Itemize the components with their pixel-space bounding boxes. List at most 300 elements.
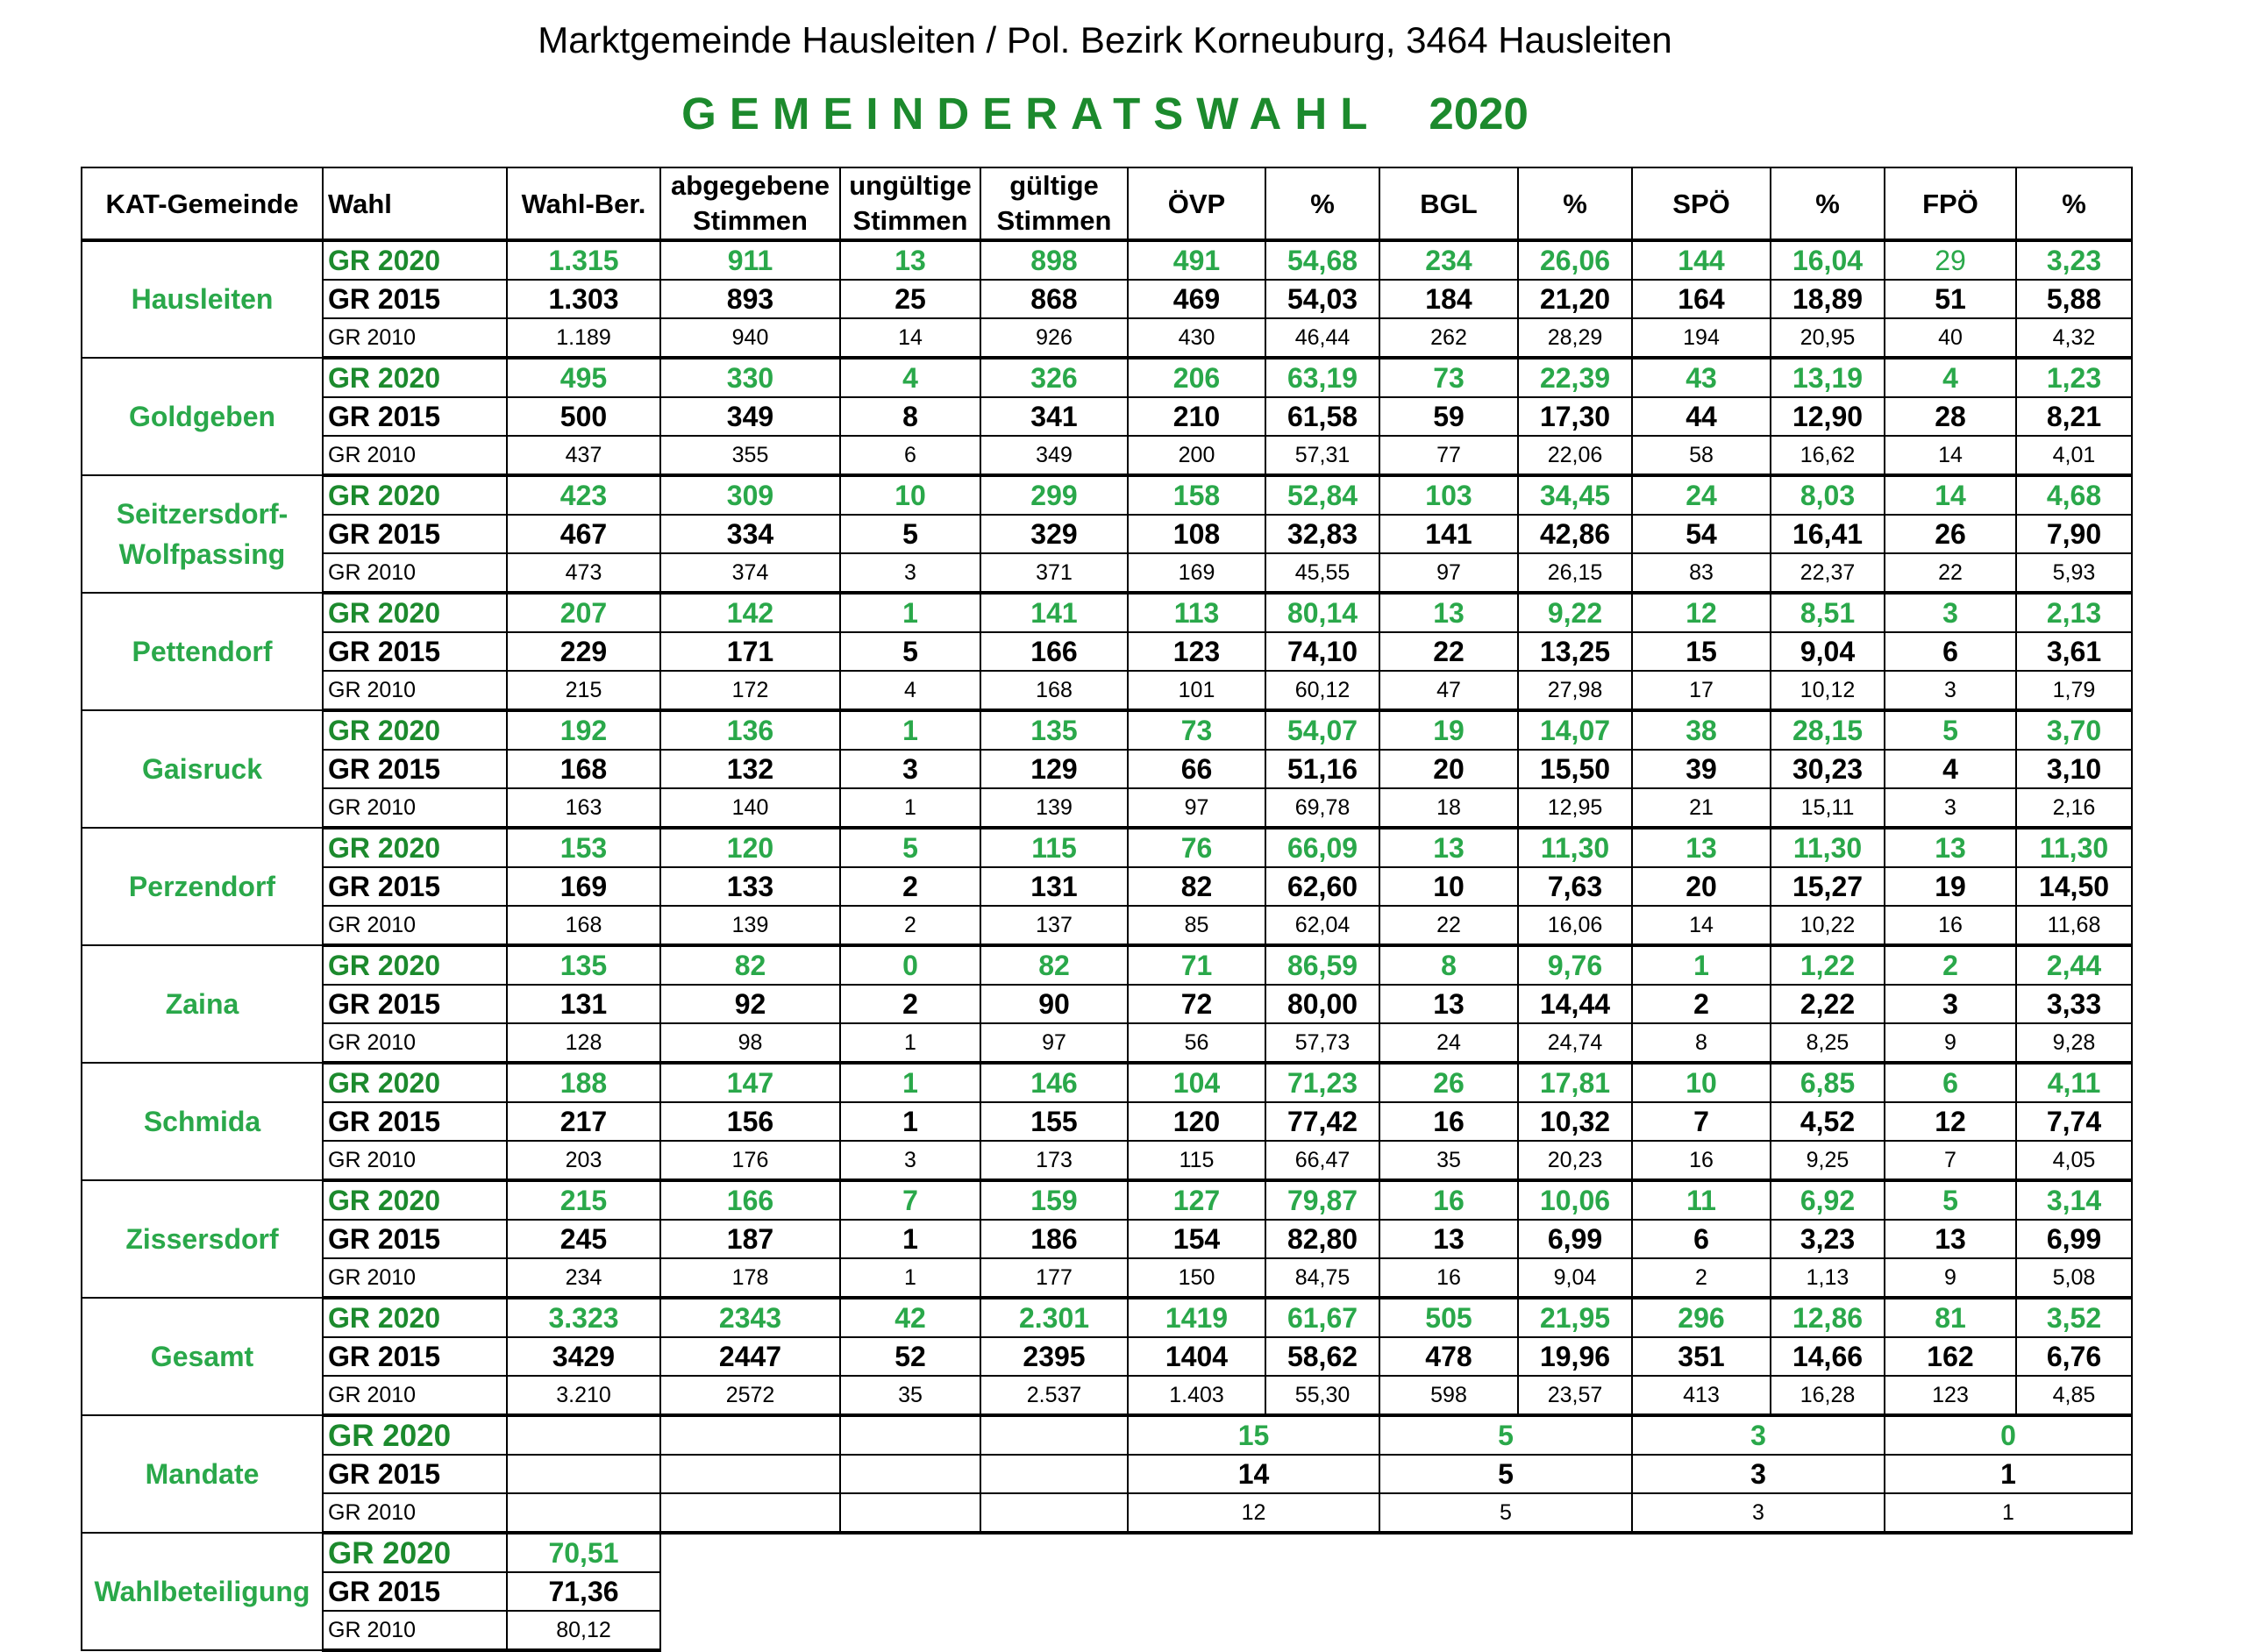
- cell-wahl-ber: 131: [507, 985, 660, 1023]
- results-table: [81, 167, 2133, 1652]
- cell-bgl: 13: [1379, 1220, 1518, 1258]
- cell-spoe: 296: [1632, 1298, 1771, 1337]
- cell-wahl-ber: 169: [507, 867, 660, 906]
- cell-fpoe: 4: [1885, 358, 2016, 397]
- cell-wahl-ber: 128: [507, 1023, 660, 1063]
- blank-area: [660, 1572, 2132, 1611]
- cell-oevp: 430: [1128, 318, 1265, 358]
- cell-oevp-pct: 46,44: [1265, 318, 1379, 358]
- cell-spoe: 10: [1632, 1063, 1771, 1102]
- cell-oevp: 469: [1128, 280, 1265, 318]
- cell-abgegebene: 120: [660, 828, 840, 867]
- cell-oevp: 1419: [1128, 1298, 1265, 1337]
- cell-fpoe-pct: 3,14: [2016, 1180, 2132, 1220]
- cell-spoe: 13: [1632, 828, 1771, 867]
- cell-fpoe-pct: 5,93: [2016, 553, 2132, 593]
- kat-gemeinde-name: Hausleiten: [82, 240, 323, 358]
- cell-gueltige: 97: [980, 1023, 1128, 1063]
- cell-fpoe: 81: [1885, 1298, 2016, 1337]
- cell-spoe: 2: [1632, 1258, 1771, 1298]
- table-row: [82, 788, 2132, 828]
- cell-spoe-pct: 12,90: [1771, 397, 1885, 436]
- cell-abgegebene: 176: [660, 1141, 840, 1180]
- cell-fpoe-pct: 6,99: [2016, 1220, 2132, 1258]
- empty-cell: [840, 1415, 980, 1455]
- cell-gueltige: 166: [980, 632, 1128, 671]
- cell-oevp-pct: 54,68: [1265, 240, 1379, 280]
- cell-oevp-pct: 32,83: [1265, 515, 1379, 553]
- cell-bgl-pct: 19,96: [1518, 1337, 1632, 1376]
- cell-oevp: 71: [1128, 945, 1265, 985]
- cell-bgl-pct: 16,06: [1518, 906, 1632, 945]
- cell-wahl: GR 2015: [323, 1455, 507, 1493]
- cell-wahl: GR 2010: [323, 788, 507, 828]
- table-row: [82, 280, 2132, 318]
- cell-oevp: 56: [1128, 1023, 1265, 1063]
- cell-gueltige: 135: [980, 710, 1128, 750]
- cell-oevp: 169: [1128, 553, 1265, 593]
- cell-gueltige: 90: [980, 985, 1128, 1023]
- cell-gueltige: 129: [980, 750, 1128, 788]
- cell-fpoe: 162: [1885, 1337, 2016, 1376]
- cell-spoe: 20: [1632, 867, 1771, 906]
- cell-fpoe-pct: 11,30: [2016, 828, 2132, 867]
- cell-fpoe-pct: 3,52: [2016, 1298, 2132, 1337]
- cell-abgegebene: 893: [660, 280, 840, 318]
- cell-abgegebene: 330: [660, 358, 840, 397]
- wahlbeteiligung-label: Wahlbeteiligung: [82, 1533, 323, 1650]
- empty-cell: [507, 1455, 660, 1493]
- cell-gueltige: 82: [980, 945, 1128, 985]
- cell-fpoe: 6: [1885, 632, 2016, 671]
- table-row: [82, 1533, 2132, 1572]
- cell-bgl: 22: [1379, 906, 1518, 945]
- cell-gueltige: 329: [980, 515, 1128, 553]
- cell-wahl: GR 2015: [323, 1337, 507, 1376]
- cell-bgl-pct: 15,50: [1518, 750, 1632, 788]
- cell-spoe: 144: [1632, 240, 1771, 280]
- wahlbeteiligung-value: 71,36: [507, 1572, 660, 1611]
- table-row: [82, 1376, 2132, 1415]
- table-row: [82, 985, 2132, 1023]
- cell-wahl-ber: 467: [507, 515, 660, 553]
- cell-oevp: 123: [1128, 632, 1265, 671]
- cell-wahl-ber: 500: [507, 397, 660, 436]
- cell-spoe-pct: 8,25: [1771, 1023, 1885, 1063]
- cell-gueltige: 115: [980, 828, 1128, 867]
- cell-spoe: 14: [1632, 906, 1771, 945]
- cell-abgegebene: 166: [660, 1180, 840, 1220]
- cell-ungueltige: 4: [840, 671, 980, 710]
- cell-abgegebene: 147: [660, 1063, 840, 1102]
- cell-oevp-pct: 74,10: [1265, 632, 1379, 671]
- cell-gueltige: 155: [980, 1102, 1128, 1141]
- cell-bgl: 16: [1379, 1258, 1518, 1298]
- empty-cell: [840, 1493, 980, 1533]
- cell-oevp-pct: 77,42: [1265, 1102, 1379, 1141]
- cell-ungueltige: 2: [840, 906, 980, 945]
- cell-oevp: 113: [1128, 593, 1265, 632]
- cell-wahl-ber: 495: [507, 358, 660, 397]
- cell-ungueltige: 5: [840, 515, 980, 553]
- mandate-bgl: 5: [1379, 1493, 1632, 1533]
- cell-fpoe: 2: [1885, 945, 2016, 985]
- cell-fpoe: 51: [1885, 280, 2016, 318]
- cell-oevp: 66: [1128, 750, 1265, 788]
- table-body: [82, 240, 2132, 1650]
- cell-wahl-ber: 168: [507, 750, 660, 788]
- cell-fpoe: 14: [1885, 475, 2016, 515]
- kat-gemeinde-name: Zaina: [82, 945, 323, 1063]
- cell-fpoe: 5: [1885, 1180, 2016, 1220]
- cell-ungueltige: 3: [840, 1141, 980, 1180]
- cell-spoe: 11: [1632, 1180, 1771, 1220]
- cell-fpoe: 3: [1885, 593, 2016, 632]
- table-row: [82, 1102, 2132, 1141]
- cell-oevp-pct: 62,60: [1265, 867, 1379, 906]
- cell-oevp-pct: 45,55: [1265, 553, 1379, 593]
- cell-gueltige: 186: [980, 1220, 1128, 1258]
- cell-wahl-ber: 423: [507, 475, 660, 515]
- cell-abgegebene: 140: [660, 788, 840, 828]
- cell-bgl: 47: [1379, 671, 1518, 710]
- cell-bgl-pct: 27,98: [1518, 671, 1632, 710]
- blank-area: [660, 1533, 2132, 1572]
- empty-cell: [980, 1415, 1128, 1455]
- cell-abgegebene: 136: [660, 710, 840, 750]
- kat-gemeinde-name: Pettendorf: [82, 593, 323, 710]
- cell-bgl: 8: [1379, 945, 1518, 985]
- cell-oevp-pct: 61,67: [1265, 1298, 1379, 1337]
- cell-fpoe-pct: 7,90: [2016, 515, 2132, 553]
- cell-abgegebene: 2572: [660, 1376, 840, 1415]
- cell-ungueltige: 2: [840, 867, 980, 906]
- cell-gueltige: 326: [980, 358, 1128, 397]
- col-header-bgl: BGL: [1379, 167, 1518, 240]
- cell-bgl: 26: [1379, 1063, 1518, 1102]
- cell-fpoe-pct: 4,11: [2016, 1063, 2132, 1102]
- cell-oevp-pct: 63,19: [1265, 358, 1379, 397]
- cell-oevp: 85: [1128, 906, 1265, 945]
- cell-spoe-pct: 8,51: [1771, 593, 1885, 632]
- cell-fpoe-pct: 6,76: [2016, 1337, 2132, 1376]
- cell-spoe: 15: [1632, 632, 1771, 671]
- cell-ungueltige: 1: [840, 788, 980, 828]
- empty-cell: [507, 1415, 660, 1455]
- col-header-bgl-pct: %: [1518, 167, 1632, 240]
- cell-spoe-pct: 16,04: [1771, 240, 1885, 280]
- cell-fpoe: 9: [1885, 1023, 2016, 1063]
- col-header-kat-gemeinde: KAT-Gemeinde: [82, 167, 323, 240]
- cell-gueltige: 141: [980, 593, 1128, 632]
- cell-spoe: 8: [1632, 1023, 1771, 1063]
- cell-bgl-pct: 7,63: [1518, 867, 1632, 906]
- mandate-fpoe: 1: [1885, 1493, 2132, 1533]
- cell-oevp-pct: 60,12: [1265, 671, 1379, 710]
- cell-fpoe: 4: [1885, 750, 2016, 788]
- cell-oevp-pct: 82,80: [1265, 1220, 1379, 1258]
- col-header-fpoe-pct: %: [2016, 167, 2132, 240]
- cell-bgl: 478: [1379, 1337, 1518, 1376]
- cell-gueltige: 926: [980, 318, 1128, 358]
- cell-spoe: 21: [1632, 788, 1771, 828]
- cell-fpoe: 7: [1885, 1141, 2016, 1180]
- cell-oevp: 73: [1128, 710, 1265, 750]
- cell-bgl-pct: 17,30: [1518, 397, 1632, 436]
- empty-cell: [660, 1415, 840, 1455]
- cell-wahl: GR 2010: [323, 1493, 507, 1533]
- cell-fpoe: 5: [1885, 710, 2016, 750]
- col-header-wahl: Wahl: [323, 167, 507, 240]
- col-header-oevp-pct: %: [1265, 167, 1379, 240]
- cell-oevp-pct: 71,23: [1265, 1063, 1379, 1102]
- col-header-oevp: ÖVP: [1128, 167, 1265, 240]
- cell-wahl-ber: 217: [507, 1102, 660, 1141]
- cell-wahl: GR 2020: [323, 593, 507, 632]
- cell-bgl: 10: [1379, 867, 1518, 906]
- cell-bgl-pct: 11,30: [1518, 828, 1632, 867]
- cell-wahl: GR 2015: [323, 397, 507, 436]
- mandate-fpoe: 0: [1885, 1415, 2132, 1455]
- col-header-ungueltige-label: ungültige Stimmen: [849, 170, 972, 236]
- cell-oevp-pct: 79,87: [1265, 1180, 1379, 1220]
- cell-bgl-pct: 9,76: [1518, 945, 1632, 985]
- cell-spoe: 83: [1632, 553, 1771, 593]
- cell-fpoe-pct: 3,10: [2016, 750, 2132, 788]
- cell-spoe: 24: [1632, 475, 1771, 515]
- table-row: [82, 593, 2132, 632]
- cell-spoe: 16: [1632, 1141, 1771, 1180]
- cell-oevp: 127: [1128, 1180, 1265, 1220]
- cell-oevp-pct: 62,04: [1265, 906, 1379, 945]
- cell-fpoe: 29: [1885, 240, 2016, 280]
- empty-cell: [660, 1493, 840, 1533]
- cell-spoe-pct: 14,66: [1771, 1337, 1885, 1376]
- cell-bgl: 35: [1379, 1141, 1518, 1180]
- cell-bgl: 73: [1379, 358, 1518, 397]
- cell-bgl: 97: [1379, 553, 1518, 593]
- cell-abgegebene: 355: [660, 436, 840, 475]
- cell-ungueltige: 1: [840, 1102, 980, 1141]
- cell-oevp-pct: 51,16: [1265, 750, 1379, 788]
- cell-ungueltige: 25: [840, 280, 980, 318]
- cell-spoe: 7: [1632, 1102, 1771, 1141]
- cell-spoe: 1: [1632, 945, 1771, 985]
- cell-wahl: GR 2020: [323, 358, 507, 397]
- cell-gueltige: 349: [980, 436, 1128, 475]
- cell-oevp-pct: 66,47: [1265, 1141, 1379, 1180]
- table-row: [82, 1493, 2132, 1533]
- cell-abgegebene: 132: [660, 750, 840, 788]
- cell-wahl: GR 2015: [323, 867, 507, 906]
- cell-fpoe-pct: 14,50: [2016, 867, 2132, 906]
- mandate-spoe: 3: [1632, 1493, 1885, 1533]
- cell-fpoe: 19: [1885, 867, 2016, 906]
- cell-abgegebene: 172: [660, 671, 840, 710]
- cell-bgl-pct: 20,23: [1518, 1141, 1632, 1180]
- cell-fpoe-pct: 3,23: [2016, 240, 2132, 280]
- cell-abgegebene: 2447: [660, 1337, 840, 1376]
- cell-spoe-pct: 8,03: [1771, 475, 1885, 515]
- cell-ungueltige: 5: [840, 828, 980, 867]
- cell-spoe-pct: 11,30: [1771, 828, 1885, 867]
- table-row: [82, 1258, 2132, 1298]
- cell-wahl-ber: 245: [507, 1220, 660, 1258]
- cell-fpoe: 26: [1885, 515, 2016, 553]
- cell-spoe-pct: 6,92: [1771, 1180, 1885, 1220]
- cell-gueltige: 146: [980, 1063, 1128, 1102]
- cell-oevp-pct: 69,78: [1265, 788, 1379, 828]
- cell-spoe: 54: [1632, 515, 1771, 553]
- cell-fpoe-pct: 4,32: [2016, 318, 2132, 358]
- cell-bgl-pct: 10,32: [1518, 1102, 1632, 1141]
- cell-wahl: GR 2010: [323, 1258, 507, 1298]
- cell-fpoe-pct: 3,70: [2016, 710, 2132, 750]
- cell-fpoe: 22: [1885, 553, 2016, 593]
- cell-wahl-ber: 203: [507, 1141, 660, 1180]
- col-header-gueltige: [980, 167, 1128, 240]
- cell-bgl-pct: 26,06: [1518, 240, 1632, 280]
- cell-spoe: 413: [1632, 1376, 1771, 1415]
- cell-wahl: GR 2015: [323, 1220, 507, 1258]
- cell-wahl: GR 2020: [323, 1063, 507, 1102]
- cell-fpoe: 3: [1885, 788, 2016, 828]
- cell-gueltige: 137: [980, 906, 1128, 945]
- table-row: [82, 1572, 2132, 1611]
- cell-wahl-ber: 437: [507, 436, 660, 475]
- col-header-gueltige-label: gültige Stimmen: [996, 170, 1112, 236]
- cell-oevp: 150: [1128, 1258, 1265, 1298]
- cell-spoe: 17: [1632, 671, 1771, 710]
- cell-spoe: 351: [1632, 1337, 1771, 1376]
- cell-abgegebene: 133: [660, 867, 840, 906]
- col-header-spoe-pct: %: [1771, 167, 1885, 240]
- cell-ungueltige: 1: [840, 1063, 980, 1102]
- cell-spoe-pct: 16,28: [1771, 1376, 1885, 1415]
- cell-oevp-pct: 57,73: [1265, 1023, 1379, 1063]
- cell-wahl: GR 2015: [323, 1102, 507, 1141]
- table-row: [82, 1023, 2132, 1063]
- cell-bgl-pct: 22,39: [1518, 358, 1632, 397]
- cell-ungueltige: 1: [840, 593, 980, 632]
- cell-oevp: 115: [1128, 1141, 1265, 1180]
- cell-bgl: 59: [1379, 397, 1518, 436]
- cell-wahl-ber: 207: [507, 593, 660, 632]
- cell-spoe-pct: 28,15: [1771, 710, 1885, 750]
- cell-spoe: 43: [1632, 358, 1771, 397]
- cell-oevp-pct: 66,09: [1265, 828, 1379, 867]
- cell-oevp: 108: [1128, 515, 1265, 553]
- cell-bgl: 18: [1379, 788, 1518, 828]
- cell-wahl: GR 2020: [323, 828, 507, 867]
- wahlbeteiligung-value: 80,12: [507, 1611, 660, 1650]
- col-header-fpoe: FPÖ: [1885, 167, 2016, 240]
- cell-fpoe-pct: 7,74: [2016, 1102, 2132, 1141]
- cell-spoe: 12: [1632, 593, 1771, 632]
- cell-abgegebene: 374: [660, 553, 840, 593]
- cell-oevp-pct: 80,00: [1265, 985, 1379, 1023]
- table-header: [82, 167, 2132, 240]
- cell-fpoe: 40: [1885, 318, 2016, 358]
- cell-bgl-pct: 22,06: [1518, 436, 1632, 475]
- cell-bgl: 505: [1379, 1298, 1518, 1337]
- cell-oevp: 200: [1128, 436, 1265, 475]
- cell-abgegebene: 178: [660, 1258, 840, 1298]
- cell-spoe-pct: 2,22: [1771, 985, 1885, 1023]
- cell-bgl: 103: [1379, 475, 1518, 515]
- cell-oevp-pct: 61,58: [1265, 397, 1379, 436]
- mandate-oevp: 15: [1128, 1415, 1379, 1455]
- kat-gemeinde-name: Gesamt: [82, 1298, 323, 1415]
- cell-oevp: 120: [1128, 1102, 1265, 1141]
- cell-fpoe-pct: 1,23: [2016, 358, 2132, 397]
- cell-fpoe: 9: [1885, 1258, 2016, 1298]
- cell-spoe: 2: [1632, 985, 1771, 1023]
- cell-oevp: 104: [1128, 1063, 1265, 1102]
- cell-bgl-pct: 9,04: [1518, 1258, 1632, 1298]
- table-row: [82, 1220, 2132, 1258]
- table-row: [82, 515, 2132, 553]
- cell-fpoe: 3: [1885, 671, 2016, 710]
- cell-gueltige: 371: [980, 553, 1128, 593]
- cell-bgl: 13: [1379, 593, 1518, 632]
- table-row: [82, 945, 2132, 985]
- table-row: [82, 358, 2132, 397]
- cell-gueltige: 341: [980, 397, 1128, 436]
- cell-spoe-pct: 16,41: [1771, 515, 1885, 553]
- cell-bgl: 22: [1379, 632, 1518, 671]
- cell-wahl: GR 2010: [323, 1376, 507, 1415]
- cell-wahl: GR 2010: [323, 671, 507, 710]
- cell-bgl: 262: [1379, 318, 1518, 358]
- cell-bgl: 13: [1379, 828, 1518, 867]
- cell-spoe-pct: 20,95: [1771, 318, 1885, 358]
- cell-fpoe: 14: [1885, 436, 2016, 475]
- cell-spoe-pct: 15,11: [1771, 788, 1885, 828]
- blank-area: [660, 1611, 2132, 1650]
- cell-gueltige: 177: [980, 1258, 1128, 1298]
- cell-wahl: GR 2020: [323, 240, 507, 280]
- cell-wahl-ber: 3429: [507, 1337, 660, 1376]
- cell-fpoe: 123: [1885, 1376, 2016, 1415]
- cell-ungueltige: 1: [840, 1023, 980, 1063]
- cell-ungueltige: 35: [840, 1376, 980, 1415]
- cell-gueltige: 139: [980, 788, 1128, 828]
- table-row: [82, 1298, 2132, 1337]
- col-header-wahl-ber: Wahl-Ber.: [507, 167, 660, 240]
- cell-wahl: GR 2010: [323, 906, 507, 945]
- table-row: [82, 671, 2132, 710]
- cell-wahl-ber: 1.189: [507, 318, 660, 358]
- cell-spoe-pct: 1,13: [1771, 1258, 1885, 1298]
- cell-spoe: 38: [1632, 710, 1771, 750]
- cell-abgegebene: 156: [660, 1102, 840, 1141]
- cell-wahl: GR 2020: [323, 1415, 507, 1455]
- cell-wahl-ber: 473: [507, 553, 660, 593]
- table-row: [82, 1611, 2132, 1650]
- cell-fpoe-pct: 5,08: [2016, 1258, 2132, 1298]
- table-row: [82, 397, 2132, 436]
- cell-spoe-pct: 9,04: [1771, 632, 1885, 671]
- cell-gueltige: 173: [980, 1141, 1128, 1180]
- cell-wahl: GR 2020: [323, 945, 507, 985]
- table-row: [82, 1063, 2132, 1102]
- empty-cell: [660, 1455, 840, 1493]
- cell-bgl-pct: 17,81: [1518, 1063, 1632, 1102]
- cell-oevp-pct: 52,84: [1265, 475, 1379, 515]
- cell-bgl-pct: 14,44: [1518, 985, 1632, 1023]
- cell-gueltige: 159: [980, 1180, 1128, 1220]
